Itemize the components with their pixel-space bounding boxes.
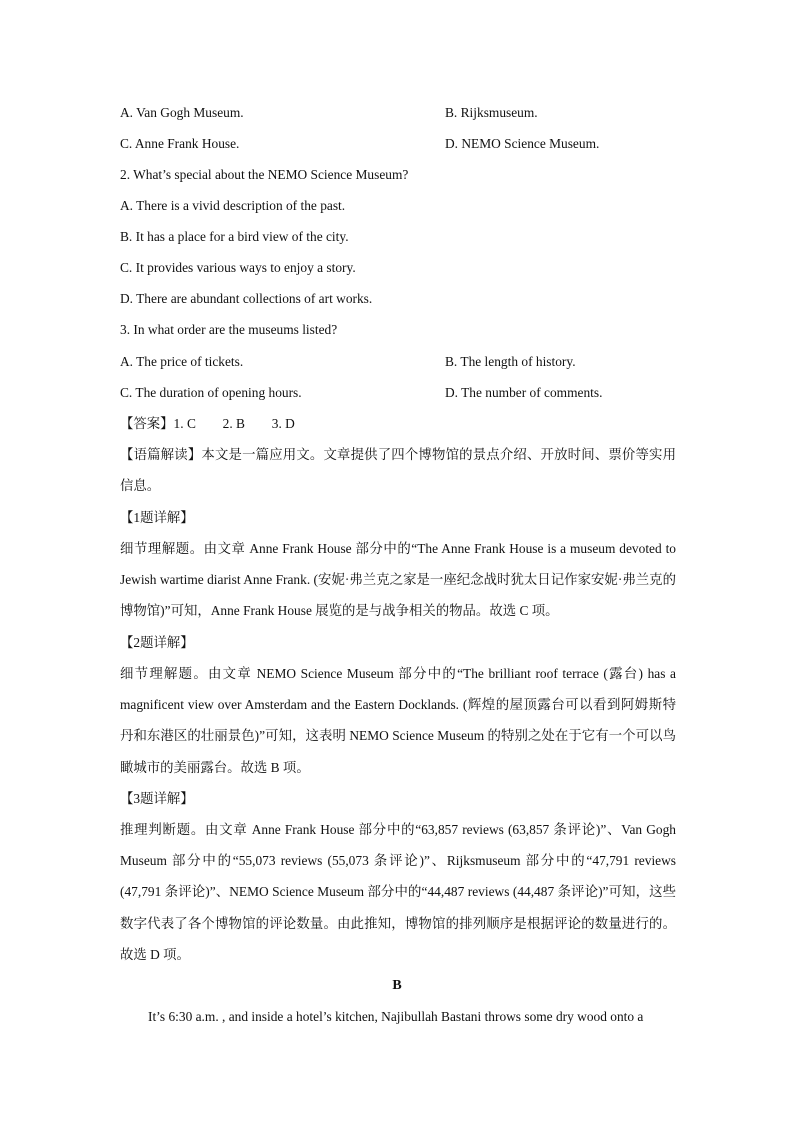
q2-option-a: A. There is a vivid description of the past.	[120, 198, 346, 213]
q1-option-a: A. Van Gogh Museum.	[120, 105, 244, 120]
detail-1-body: 细节理解题。由文章 Anne Frank House 部分中的“The Anne Frank House is a museum devoted to Jewish wartime diarist Anne Frank. (安妮·弗兰克之家是一座纪念战时犹太日记作家安妮·弗兰克的博物馆)”可知，Anne Frank House 展览的是与战争相关的物品。故选 C 项。	[120, 541, 676, 619]
q3-stem: 3. In what order are the museums listed?	[120, 322, 338, 337]
q1-option-b: B. Rijksmuseum.	[445, 105, 538, 120]
q2-option-c: C. It provides various ways to enjoy a story.	[120, 260, 356, 275]
detail-2-heading: 【2题详解】	[120, 635, 194, 650]
q3-option-c: C. The duration of opening hours.	[120, 385, 302, 400]
detail-2-body: 细节理解题。由文章 NEMO Science Museum 部分中的“The brilliant roof terrace (露台) has a magnificent view over Amsterdam and the Eastern Docklands. (辉煌的屋顶露台可以看到阿姆斯特丹和东港区的壮丽景色)”可知，这表明 NEMO Science Museum 的特别之处在于它有一个可以鸟瞰城市的美丽露台。故选 B 项。	[120, 666, 676, 775]
q3-option-d: D. The number of comments.	[445, 385, 603, 400]
section-b-opening: It’s 6:30 a.m. , and inside a hotel’s kitchen, Najibullah Bastani throws some dry wood onto a	[148, 1009, 644, 1024]
q2-stem: 2. What’s special about the NEMO Science Museum?	[120, 167, 409, 182]
detail-3-body: 推理判断题。由文章 Anne Frank House 部分中的“63,857 reviews (63,857 条评论)”、Van Gogh Museum 部分中的“55,073 reviews (55,073 条评论)”、Rijksmuseum 部分中的“47,791 reviews (47,791 条评论)”、NEMO Science Museum 部分中的“44,487 reviews (44,487 条评论)”可知，这些数字代表了各个博物馆的评论数量。由此推知，博物馆的排列顺序是根据评论的数量进行的。故选 D 项。	[120, 822, 676, 962]
detail-3-heading: 【3题详解】	[120, 791, 194, 806]
q2-option-d: D. There are abundant collections of art works.	[120, 291, 373, 306]
answer-key: 【答案】1. C 2. B 3. D	[120, 416, 295, 431]
section-b-title: B	[392, 978, 402, 993]
q3-option-b: B. The length of history.	[445, 354, 576, 369]
q1-option-c: C. Anne Frank House.	[120, 136, 240, 151]
q1-option-d: D. NEMO Science Museum.	[445, 136, 600, 151]
q2-option-b: B. It has a place for a bird view of the city.	[120, 229, 349, 244]
q3-option-a: A. The price of tickets.	[120, 354, 244, 369]
passage-interpretation: 【语篇解读】本文是一篇应用文。文章提供了四个博物馆的景点介绍、开放时间、票价等实用信息。	[120, 447, 676, 494]
detail-1-heading: 【1题详解】	[120, 510, 194, 525]
